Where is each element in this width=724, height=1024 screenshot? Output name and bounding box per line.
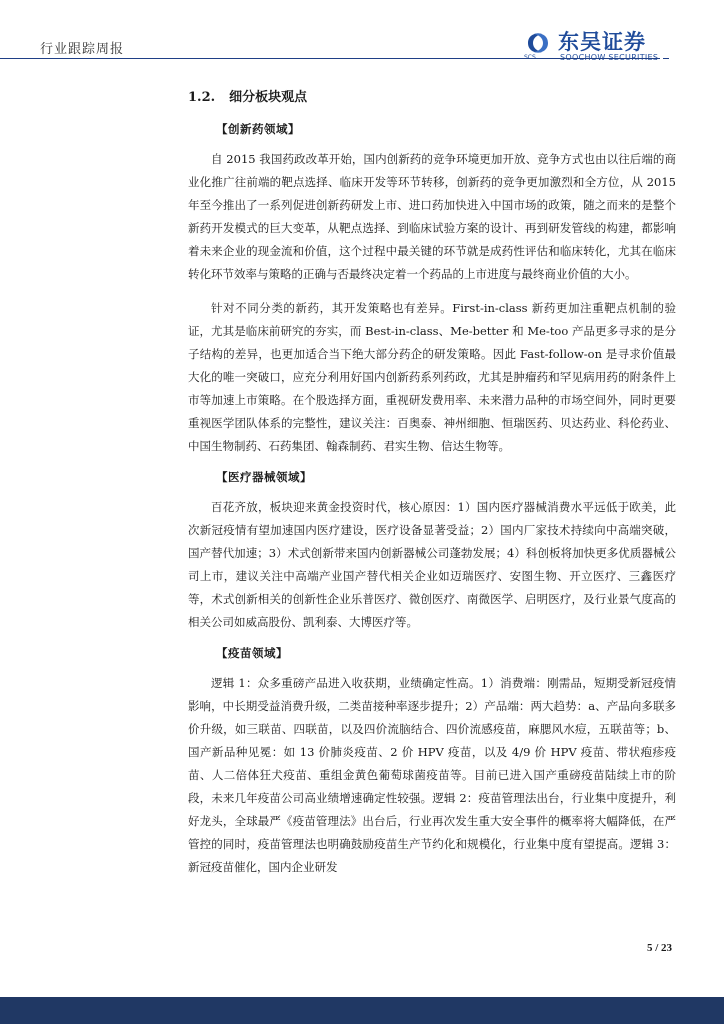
section-title: 细分板块观点: [229, 90, 308, 105]
section-number: 1.2.: [188, 90, 216, 105]
company-logo-icon: [524, 29, 552, 57]
footer-bar: [0, 997, 724, 1024]
page-number: 5 / 23: [646, 942, 672, 954]
paragraph: 自 2015 我国药政改革开始，国内创新药的竞争环境更加开放、竞争方式也由以往后端的商业化推广往前端的靶点选择、临床开发等环节转移，创新药的竞争更加激烈和全方位，从 2015 年至今推出了一系列促进创新药研发上市、进口药加快进入中国市场的政策，随之而来的是整个新药开发模式的巨大变革，从靶点选择、到临床试验方案的设计、再到研发管线的构建，都影响着未来企业的现金流和价值，这个过程中最关键的环节就是成药性评估和临床转化，尤其在临床转化环节效率与策略的正确与否最终决定着一个药品的上市进度与最终商业价值的大小。: [188, 152, 676, 281]
subsection-heading-innovative-drugs: 【创新药领域】: [216, 122, 300, 136]
section-heading: [188, 86, 676, 105]
subsection-heading-medical-devices: 【医疗器械领域】: [216, 470, 312, 484]
main-content: [188, 86, 676, 890]
header-divider: [0, 58, 660, 59]
subsection-heading-vaccines: 【疫苗领域】: [216, 646, 288, 660]
header-divider-end: [663, 58, 669, 59]
paragraph: 百花齐放，板块迎来黄金投资时代，核心原因：1）国内医疗器械消费水平远低于欧美，此次新冠疫情有望加速国内医疗建设，医疗设备显著受益；2）国内厂家技术持续向中高端突破，国产替代加速；3）术式创新带来国内创新器械公司蓬勃发展；4）科创板将加快更多优质器械公司上市，建议关注中高端产业国产替代相关企业如迈瑞医疗、安图生物、开立医疗、三鑫医疗等，术式创新相关的创新性企业乐普医疗、微创医疗、南微医学、启明医疗，及行业景气度高的相关公司如威高股份、凯利泰、大博医疗等。: [188, 500, 676, 629]
logo-chinese-name: 东吴证券: [558, 30, 646, 54]
report-type-label: 行业跟踪周报: [40, 42, 125, 57]
paragraph: 逻辑 1：众多重磅产品进入收获期，业绩确定性高。1）消费端：刚需品，短期受新冠疫情影响，中长期受益消费升级，二类苗接种率逐步提升；2）产品端：两大趋势：a、产品向多联多价升级，如三联苗、四联苗，以及四价流脑结合、四价流感疫苗，麻腮风水痘，五联苗等；b、国产新品种见冕：如 13 价肺炎疫苗、2 价 HPV 疫苗，以及 4/9 价 HPV 疫苗、带状疱疹疫苗、人二倍体狂犬疫苗、重组金黄色葡萄球菌疫苗等。目前已进入国产重磅疫苗陆续上市的阶段，未来几年疫苗公司高业绩增速确定性较强。逻辑 2：疫苗管理法出台，行业集中度提升，利好龙头，全球最严《疫苗管理法》出台后，行业再次发生重大安全事件的概率将大幅降低，在严管控的同时，疫苗管理法也明确鼓励疫苗生产节约化和规模化，行业集中度有望提高。逻辑 3：新冠疫苗催化，国内企业研发: [188, 676, 676, 874]
company-logo: [524, 28, 664, 62]
paragraph: 针对不同分类的新药，其开发策略也有差异。First-in-class 新药更加注重靶点机制的验证，尤其是临床前研究的夯实，而 Best-in-class、Me-better 和 Me-too 产品更多寻求的是分子结构的差异，也更加适合当下绝大部分药企的研发策略。因此 Fast-follow-on 是寻求价值最大化的唯一突破口，应充分利用好国内创新药系列药政，尤其是肿瘤药和罕见病用药的附条件上市等加速上市策略。在个股选择方面，重视研发费用率、未来潜力品种的市场空间外，同时更要重视医学团队体系的完整性，建议关注：百奥泰、神州细胞、恒瑞医药、贝达药业、科伦药业、中国生物制药、石药集团、翰森制药、君实生物、信达生物等。: [188, 301, 676, 453]
